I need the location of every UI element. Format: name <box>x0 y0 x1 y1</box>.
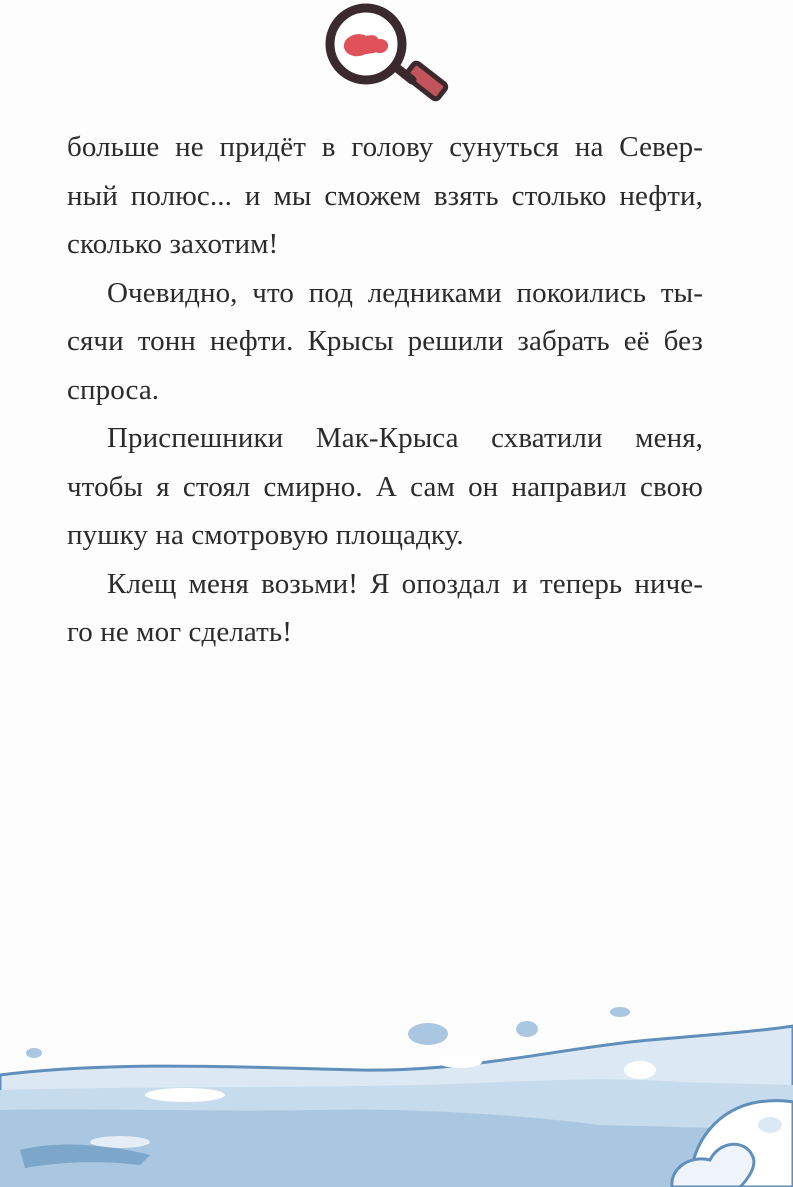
text-line: Очевидно, что под ледниками покоились ты- <box>107 276 703 309</box>
magnifying-glass-footprint-icon <box>310 2 450 110</box>
body-text <box>67 123 703 657</box>
text-line: спроса. <box>67 373 160 406</box>
text-line: чтобы я стоял смирно. А сам он направил свою <box>67 470 703 503</box>
text-line: больше не придёт в голову сунуться на Север- <box>67 131 703 163</box>
text-line: Приспешники Мак-Крыса схватили меня, <box>107 422 703 454</box>
text-line: сячи тонн нефти. Крысы решили забрать её без <box>67 325 703 357</box>
text-line: ный полюс... и мы сможем взять столько нефти, <box>67 179 703 212</box>
text-line: сколько захотим! <box>67 228 279 260</box>
snowy-landscape-icon <box>0 990 793 1187</box>
text-line: Клещ меня возьми! Я опоздал и теперь ниче- <box>107 567 703 600</box>
magnifier-handle <box>392 62 447 101</box>
text-line: пушку на смотровую площадку. <box>67 519 464 551</box>
text-line: го не мог сделать! <box>67 616 293 648</box>
